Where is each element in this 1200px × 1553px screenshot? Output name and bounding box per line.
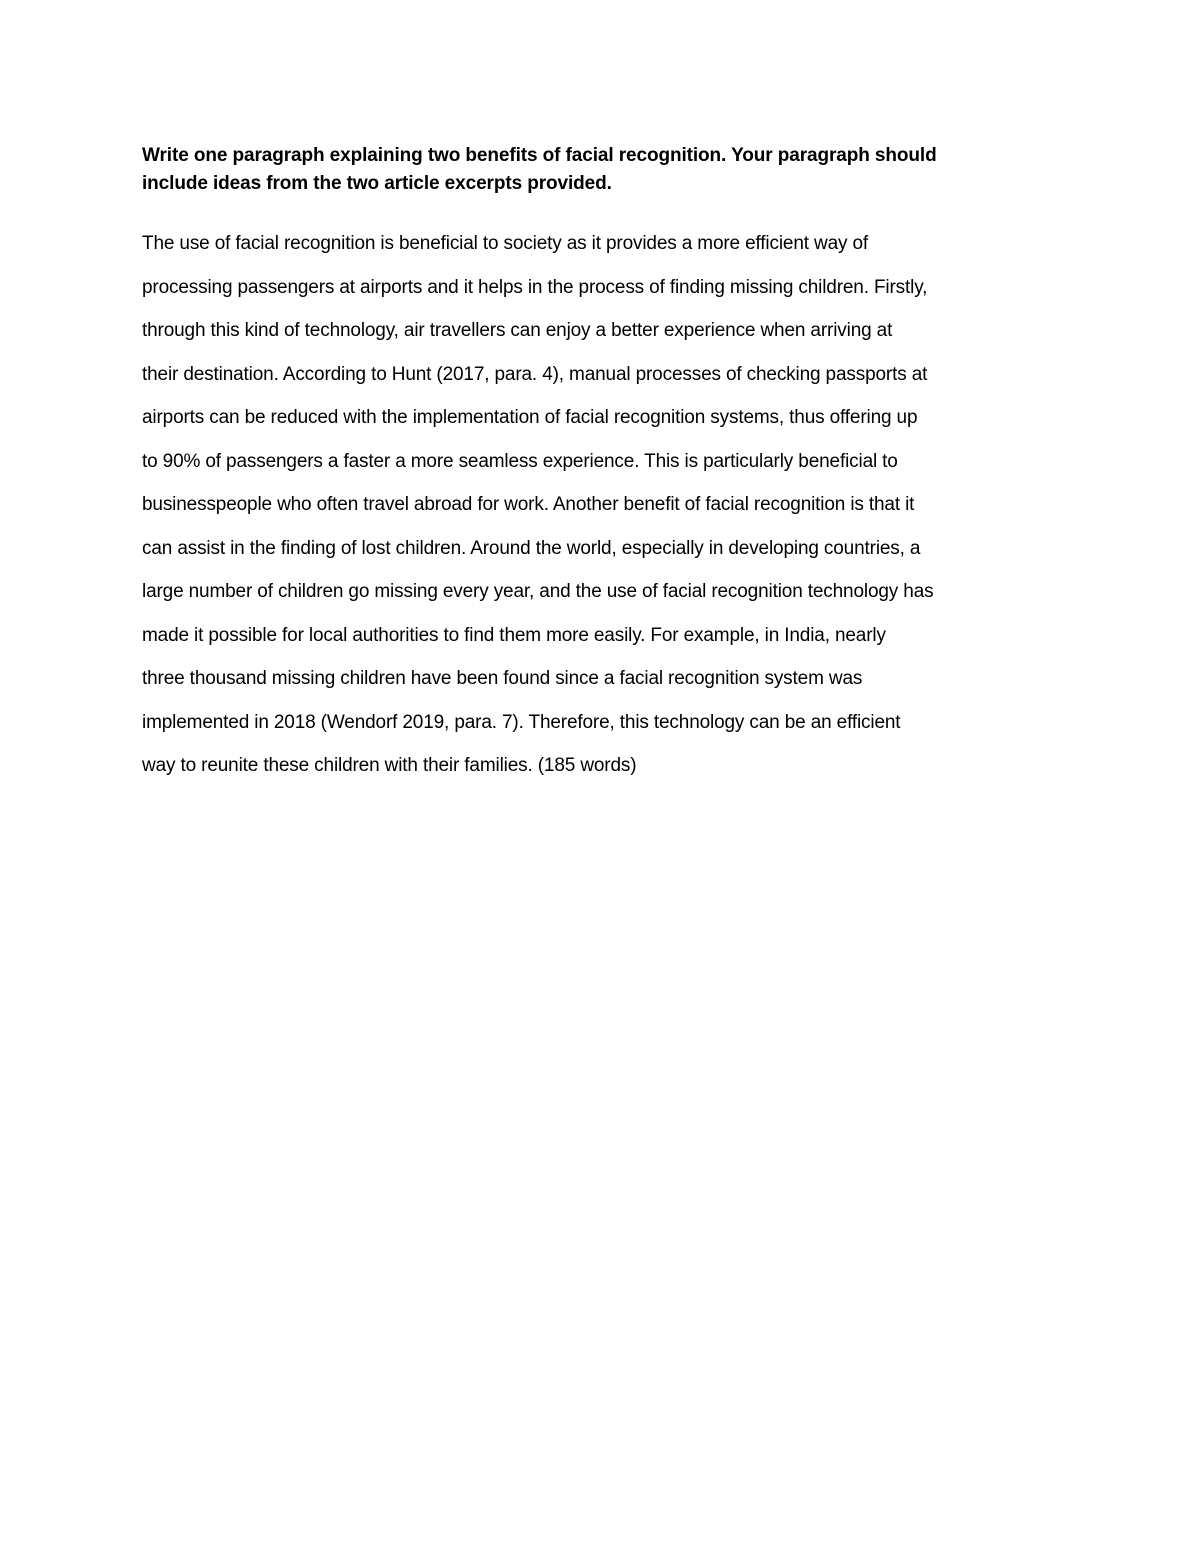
- answer-line: can assist in the finding of lost children. Around the world, especially in developing countries, a: [142, 537, 921, 559]
- prompt-line: include ideas from the two article excerpts provided.: [142, 173, 612, 194]
- document-content: [142, 142, 1062, 788]
- answer-line: businesspeople who often travel abroad for work. Another benefit of facial recognition is that it: [142, 494, 915, 515]
- answer-line: three thousand missing children have been found since a facial recognition system was: [142, 668, 863, 689]
- answer-line: large number of children go missing every year, and the use of facial recognition technology has: [142, 581, 934, 602]
- answer-line: implemented in 2018 (Wendorf 2019, para. 7). Therefore, this technology can be an efficient: [142, 711, 901, 733]
- assignment-prompt: [142, 142, 1062, 198]
- answer-line: airports can be reduced with the implementation of facial recognition systems, thus offering up: [142, 407, 918, 428]
- answer-paragraph: [142, 222, 1062, 788]
- answer-line: way to reunite these children with their families. (185 words): [142, 755, 637, 776]
- answer-line: made it possible for local authorities to find them more easily. For example, in India, nearly: [142, 624, 886, 646]
- prompt-line: Write one paragraph explaining two benefits of facial recognition. Your paragraph should: [142, 145, 937, 166]
- answer-line: through this kind of technology, air travellers can enjoy a better experience when arriving at: [142, 320, 893, 341]
- answer-line: The use of facial recognition is beneficial to society as it provides a more efficient way of: [142, 233, 869, 254]
- answer-line: their destination. According to Hunt (2017, para. 4), manual processes of checking passports at: [142, 363, 928, 385]
- answer-line: to 90% of passengers a faster a more seamless experience. This is particularly beneficial to: [142, 450, 898, 472]
- answer-line: processing passengers at airports and it helps in the process of finding missing children. Firstly,: [142, 276, 928, 298]
